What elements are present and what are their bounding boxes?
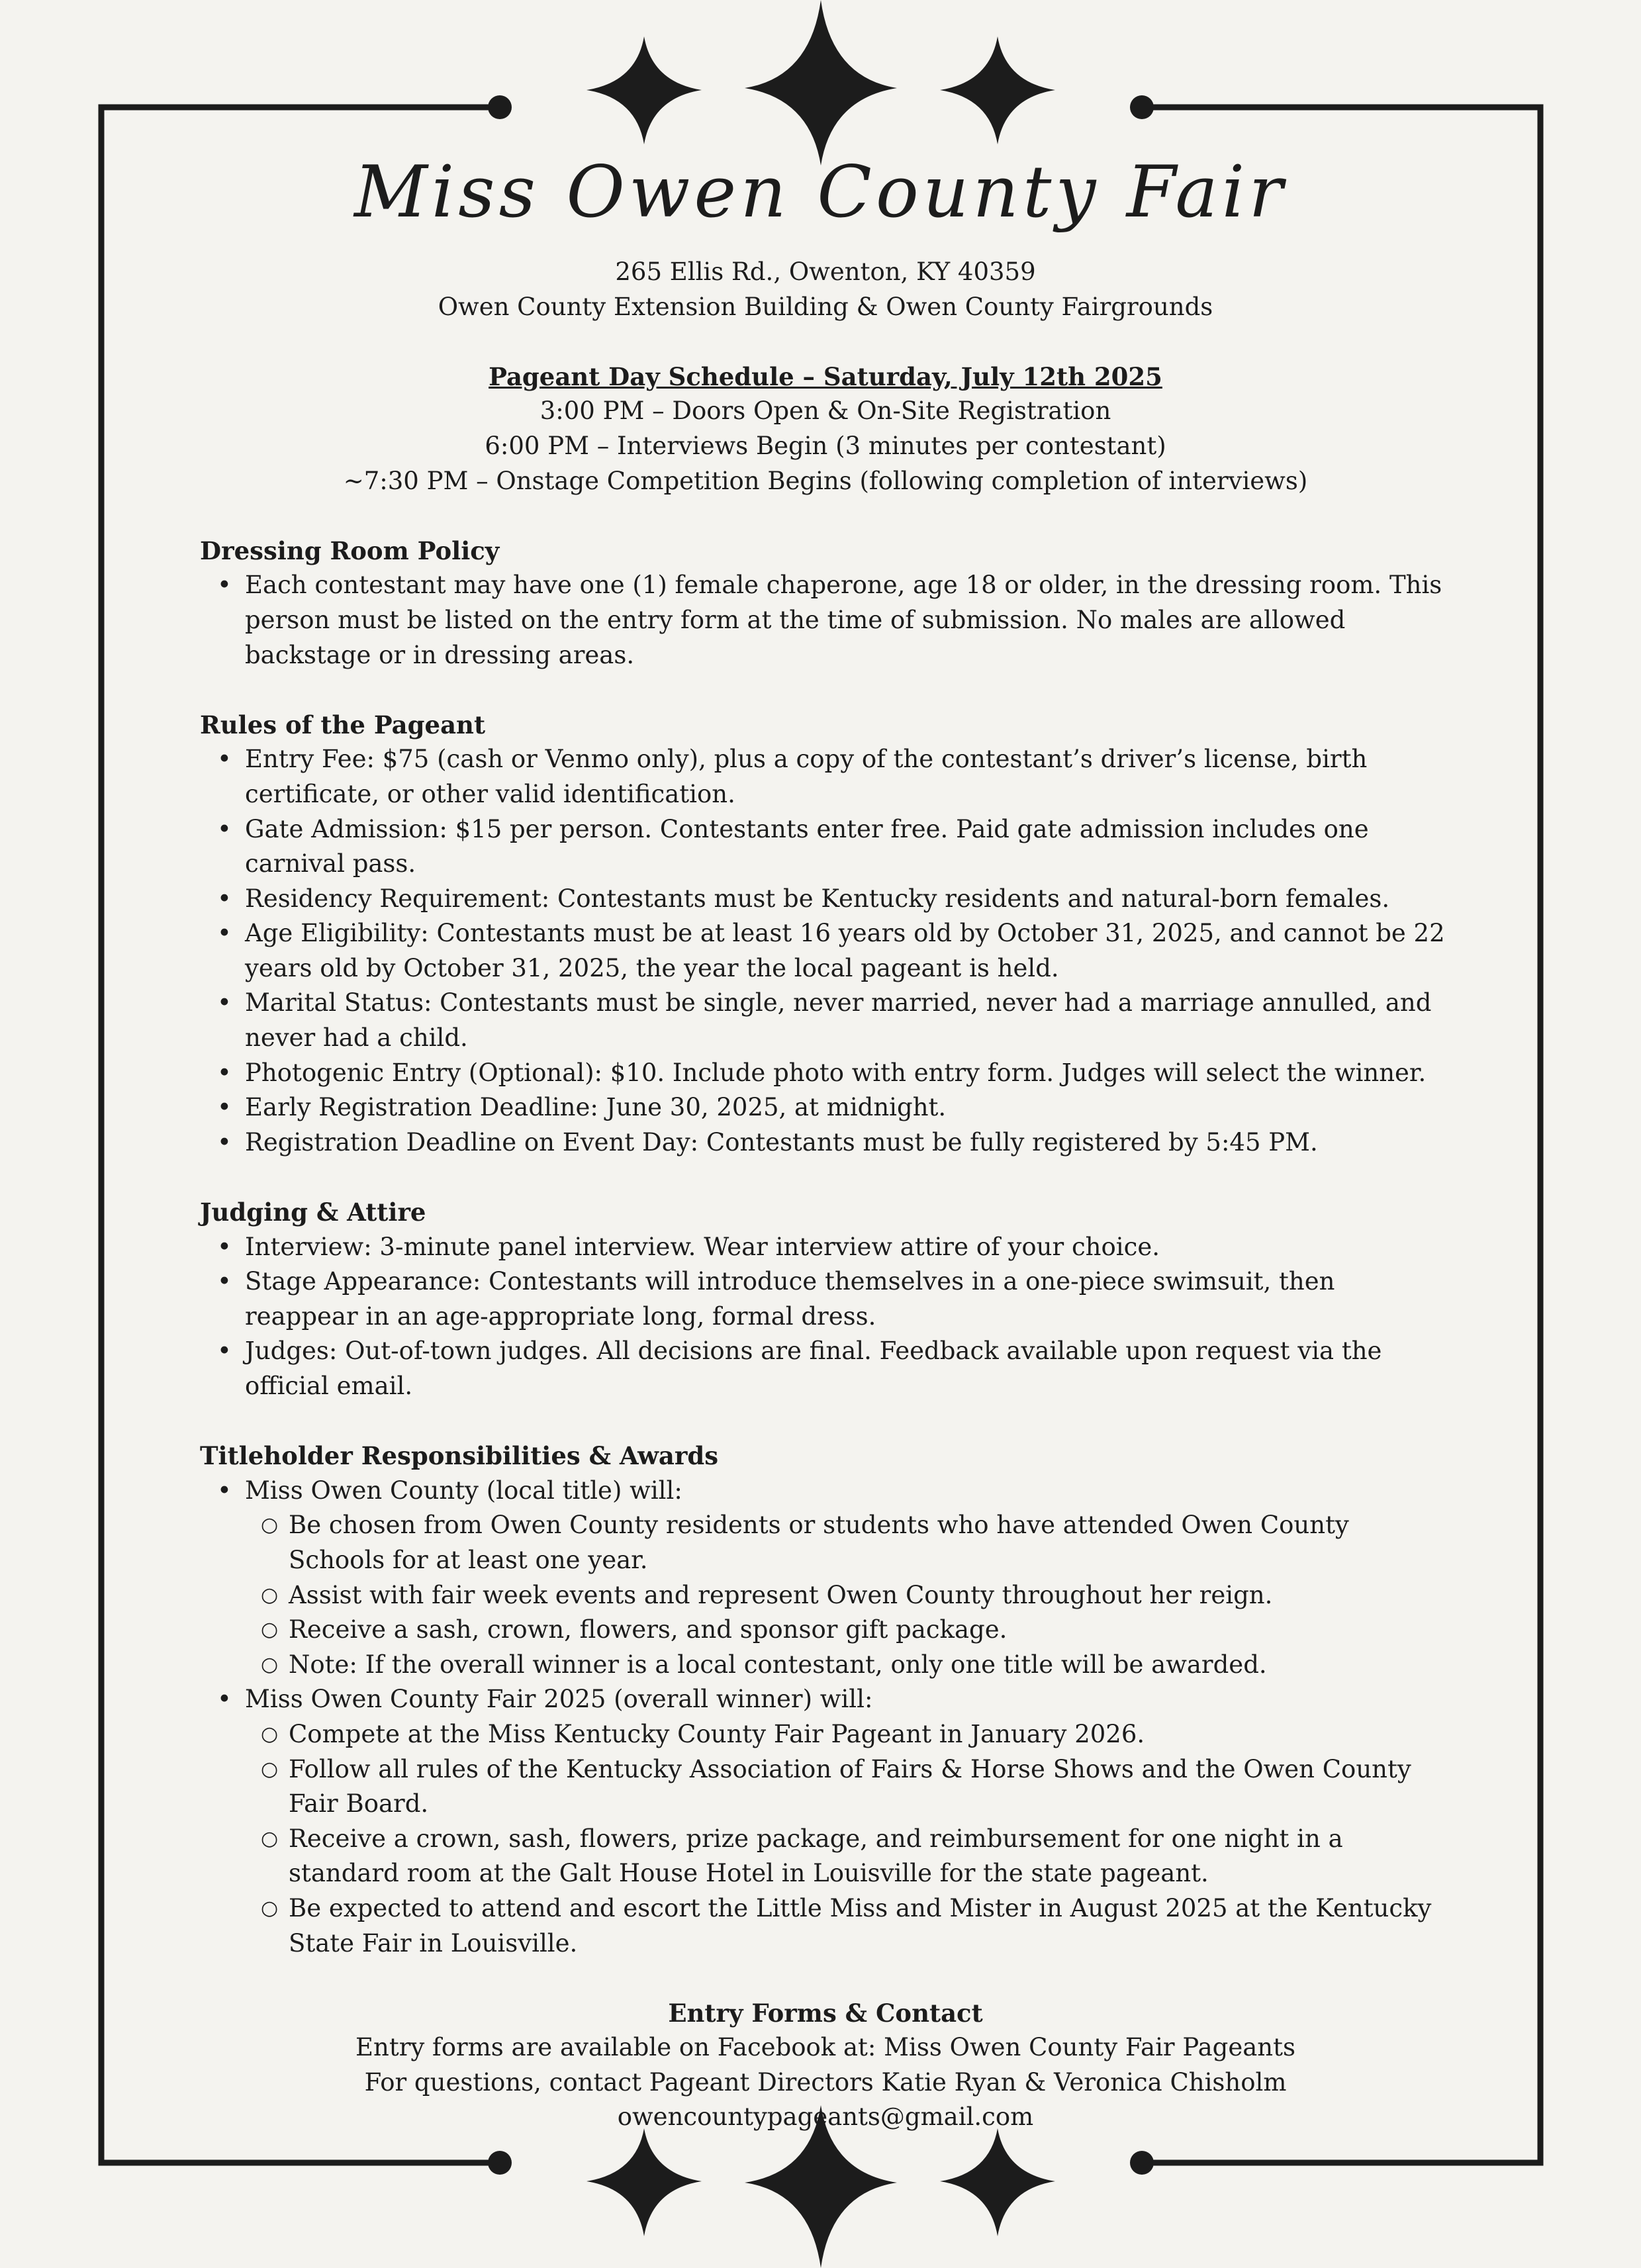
sparkle-star-icon [586,2128,702,2236]
dressing-room-list [200,568,1451,673]
overall-title-sublist [245,1717,1451,1961]
list-item: ○ Follow all rules of the Kentucky Association of Fairs & Horse Shows and the Owen County Fair Board. [261,1754,1411,1819]
list-item: • Stage Appearance: Contestants will introduce themselves in a one-piece swimsuit, then reappear in an age-appropriate long, formal dress. [217,1267,1335,1331]
list-item: • Interview: 3-minute panel interview. Wear interview attire of your choice. [217,1232,1160,1261]
list-item: • Each contestant may have one (1) female chaperone, age 18 or older, in the dressing room. This person must be listed on the entry form at the time of submission. No males are allowed backstage or in dressing areas. [217,571,1442,669]
document-body [200,255,1451,2135]
list-item: ○ Be expected to attend and escort the Little Miss and Mister in August 2025 at the Kentucky State Fair in Louisville. [261,1893,1432,1958]
list-item: • Registration Deadline on Event Day: Contestants must be fully registered by 5:45 PM. [217,1127,1318,1157]
schedule-item: ~7:30 PM – Onstage Competition Begins (following completion of interviews) [343,466,1308,495]
list-item: • Residency Requirement: Contestants must be Kentucky residents and natural-born females. [217,884,1390,913]
entry-forms-line: Entry forms are available on Facebook at: Miss Owen County Fair Pageants [355,2033,1295,2062]
list-item: • Gate Admission: $15 per person. Contestants enter free. Paid gate admission includes one carnival pass. [217,814,1369,878]
frame-dot-bottom-left [488,2151,512,2175]
list-item: ○ Be chosen from Owen County residents or students who have attended Owen County Schools for at least one year. [261,1511,1349,1574]
frame-dot-bottom-right [1130,2151,1154,2175]
list-item: • Miss Owen County Fair 2025 (overall winner) will: ○ Compete at the Miss Kentucky County Fair Pageant in January 2026. ○ Follow all rules of the Kentucky Association of Fairs & Horse Shows and the Owen County Fair Board. ○ Receive a crown, sash, flowers, prize package, and reimbursement for one night in a standard room at the Galt House Hotel in Louisville for the state pageant. ○ Be expected to attend and escort the Little Miss and Mister in August 2025 at the Kentucky State Fair in Louisville. [200,1682,1451,1961]
judging-list [200,1230,1451,1404]
dressing-room-heading: Dressing Room Policy [200,536,500,565]
contact-heading: Entry Forms & Contact [668,1998,983,2028]
contact-email[interactable]: owencountypageants@gmail.com [617,2103,1034,2132]
venue-line: Owen County Extension Building & Owen County Fairgrounds [438,292,1213,321]
rules-heading: Rules of the Pageant [200,710,486,739]
sparkle-star-icon [940,36,1055,144]
local-title-sublist [245,1508,1451,1682]
directors-line: For questions, contact Pageant Directors Katie Ryan & Veronica Chisholm [364,2067,1287,2097]
list-item: ○ Assist with fair week events and represent Owen County throughout her reign. [261,1580,1273,1609]
titleholder-heading: Titleholder Responsibilities & Awards [200,1441,719,1471]
schedule-heading: Pageant Day Schedule – Saturday, July 12th 2025 [489,361,1162,391]
sparkle-star-icon [940,2128,1055,2236]
page-title: Miss Owen County Fair [354,151,1287,234]
list-item: • Judges: Out-of-town judges. All decisions are final. Feedback available upon request via the official email. [217,1337,1382,1400]
list-item: ○ Receive a crown, sash, flowers, prize package, and reimbursement for one night in a standard room at the Galt House Hotel in Louisville for the state pageant. [261,1824,1343,1888]
address-line: 265 Ellis Rd., Owenton, KY 40359 [615,258,1036,286]
list-item: • Photogenic Entry (Optional): $10. Include photo with entry form. Judges will select the winner. [217,1058,1427,1087]
list-item: • Age Eligibility: Contestants must be at least 16 years old by October 31, 2025, and cannot be 22 years old by October 31, 2025, the year the local pageant is held. [217,919,1445,982]
titleholder-list [200,1474,1451,1961]
list-item: ○ Note: If the overall winner is a local contestant, only one title will be awarded. [261,1650,1267,1679]
schedule-item: 6:00 PM – Interviews Begin (3 minutes per contestant) [485,431,1166,460]
frame-dot-top-right [1130,95,1154,119]
list-item: • Marital Status: Contestants must be single, never married, never had a marriage annulled, and never had a child. [217,988,1432,1053]
sparkle-star-icon [745,0,897,165]
list-item: • Early Registration Deadline: June 30, 2025, at midnight. [217,1093,947,1122]
list-item: • Miss Owen County (local title) will: ○ Be chosen from Owen County residents or students who have attended Owen County Schools for at least one year. ○ Assist with fair week events and represent Owen County throughout her reign. ○ Receive a sash, crown, flowers, and sponsor gift package. ○ Note: If the overall winner is a local contestant, only one title will be awarded. [200,1474,1451,1683]
schedule-item: 3:00 PM – Doors Open & On-Site Registration [539,397,1111,426]
sparkle-star-icon [586,36,702,144]
list-item: • Entry Fee: $75 (cash or Venmo only), plus a copy of the contestant’s driver’s license, birth certificate, or other valid identification. [217,745,1368,808]
rules-list [200,742,1451,1160]
list-item: ○ Compete at the Miss Kentucky County Fair Pageant in January 2026. [261,1719,1145,1748]
frame-dot-top-left [488,95,512,119]
judging-heading: Judging & Attire [200,1198,426,1227]
list-item: ○ Receive a sash, crown, flowers, and sponsor gift package. [261,1615,1008,1644]
